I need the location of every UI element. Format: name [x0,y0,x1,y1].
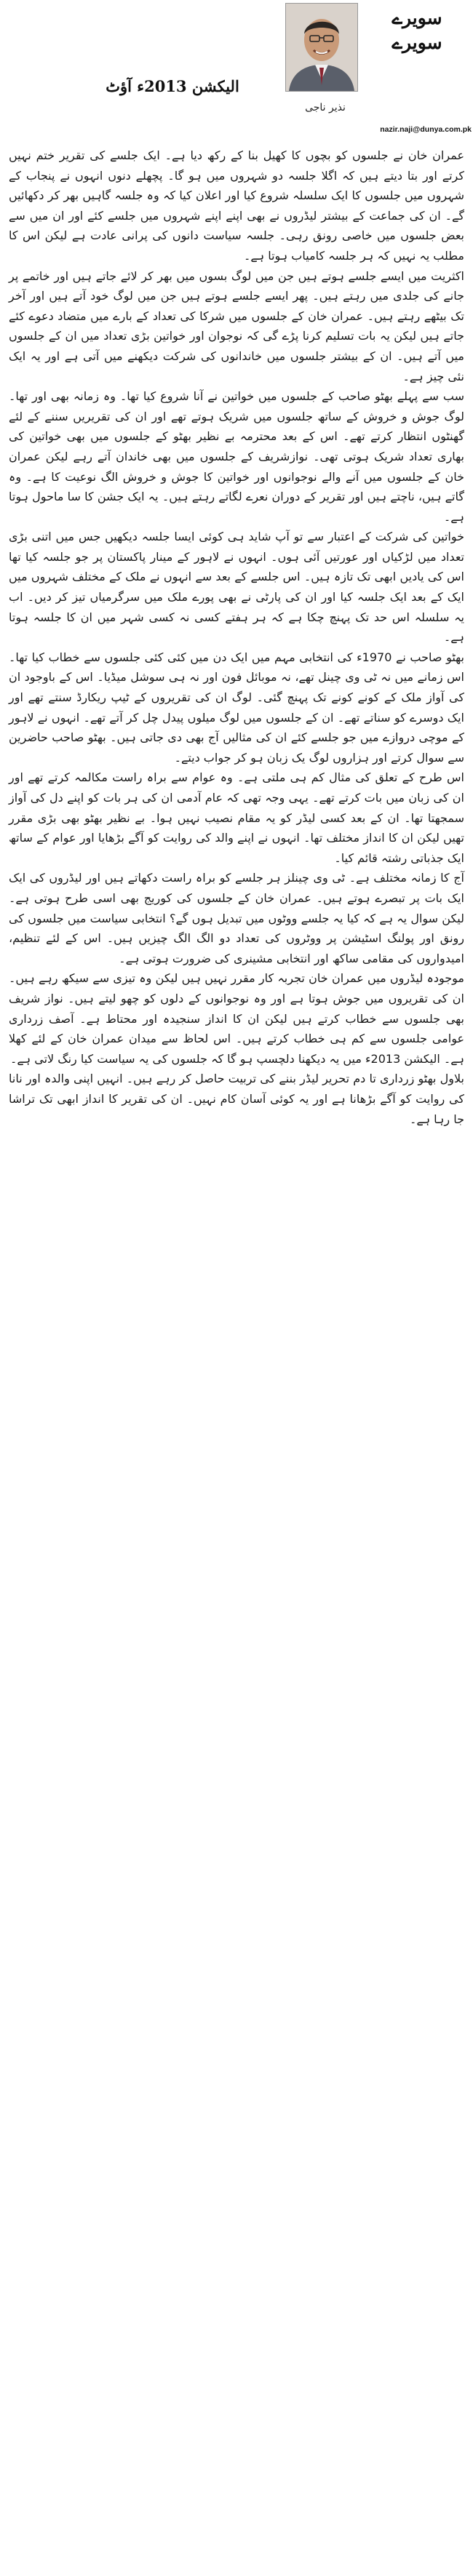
column-title-line1: سویرے [391,7,442,28]
column-title [364,6,470,55]
column-headline: الیکشن 2013ء آؤٹ [106,77,239,95]
article-paragraph: اکثریت میں ایسے جلسے ہوتے ہیں جن میں لوگ بسوں میں بھر کر لائے جاتے ہیں اور خاتمے پر جانے کی جلدی میں رہتے ہیں۔ پھر ایسے جلسے ہوتے ہیں جن میں لوگ خود آتے ہیں اور آخر تک بیٹھے رہتے ہیں۔ عمران خان کے جلسوں میں شرکا کی تعداد کے بارے میں متضاد دعوے کئے جاتے ہیں لیکن یہ بات تسلیم کرنا پڑے گی کہ نوجوان اور خواتین بڑی تعداد میں ان کے جلسوں میں آتے ہیں۔ ان کے بیشتر جلسوں میں خاندانوں کی شرکت دیکھنے میں آتی ہے اور یہ ایک نئی چیز ہے۔ [9,268,464,383]
author-email: nazir.naji@dunya.com.pk [380,125,472,134]
article-paragraph: بلاول بھٹو زرداری تا دم تحریر لیڈر بننے کی تربیت حاصل کر رہے ہیں۔ انہیں اپنی والدہ اور نانا کی روایت کو آگے بڑھانا ہے اور یہ کوئی آسان کام نہیں۔ ان کی تقریر کا انداز ابھی تک تراشا جا رہا ہے۔ [9,1072,464,1126]
article-body [9,145,464,1129]
article-paragraph: اس طرح کے تعلق کی مثال کم ہی ملتی ہے۔ وہ عوام سے براہ راست مکالمہ کرتے تھے اور ان کی زبان میں بات کرتے تھے۔ یہی وجہ تھی کہ عام آدمی ان کی ہر بات کو اپنے دل کی آواز سمجھتا تھا۔ ان کے بعد کسی لیڈر کو یہ مقام نصیب نہیں ہوا۔ بے نظیر بھٹو بھی بڑی مقرر تھیں لیکن ان کا انداز مختلف تھا۔ انہوں نے اپنے والد کی روایت کو آگے بڑھایا اور عوام کے ساتھ ایک جذباتی رشتہ قائم کیا۔ [9,770,464,865]
article-paragraph: موجودہ لیڈروں میں عمران خان تجربہ کار مقرر نہیں ہیں لیکن وہ تیزی سے سیکھ رہے ہیں۔ ان کی تقریروں میں جوش ہوتا ہے اور وہ نوجوانوں کے دلوں کو چھو لیتے ہیں۔ نواز شریف بھی جلسوں سے خطاب کرتے ہیں لیکن ان کا انداز سنجیدہ اور محتاط ہے۔ آصف زرداری عوامی جلسوں سے کم ہی خطاب کرتے ہیں۔ اس لحاظ سے میدان عمران خان کے لئے کھلا ہے۔ الیکشن 2013ء میں یہ دیکھنا دلچسپ ہو گا کہ جلسوں کی یہ سیاست کیا رنگ لاتی ہے۔ [9,971,464,1066]
author-portrait-icon [286,4,357,91]
author-photo [285,3,358,92]
article-paragraph: سب سے پہلے بھٹو صاحب کے جلسوں میں خواتین نے آنا شروع کیا تھا۔ وہ زمانہ بھی اور تھا۔ لوگ جوش و خروش کے ساتھ جلسوں میں شریک ہوتے تھے اور ان کی تقریریں سننے کے لئے گھنٹوں انتظار کرتے تھے۔ اس کے بعد محترمہ بے نظیر بھٹو کے جلسوں میں بھی خواتین کی بھاری تعداد شریک ہوتی تھی۔ نوازشریف کے جلسوں میں بھی خاندان آتے رہے لیکن عمران خان کے جلسوں میں آنے والے نوجوانوں اور خواتین کا جوش و خروش الگ نوعیت کا ہے۔ وہ گاتے ہیں، ناچتے ہیں اور تقریر کے دوران نعرے لگاتے رہتے ہیں۔ یہ ایک جشن کا سا ماحول ہوتا ہے۔ [9,389,464,524]
article-paragraph: آج کا زمانہ مختلف ہے۔ ٹی وی چینلز ہر جلسے کو براہ راست دکھاتے ہیں اور لیڈروں کی ایک ایک بات پر تبصرے ہوتے ہیں۔ عمران خان کے جلسوں کی کوریج بھی اسی طرح ہوتی ہے۔ لیکن سوال یہ ہے کہ کیا یہ جلسے ووٹوں میں تبدیل ہوں گے؟ انتخابی سیاست میں جلسوں کی رونق اور پولنگ اسٹیشن پر ووٹروں کی تعداد دو الگ الگ چیزیں ہیں۔ اس کے لئے تنظیم، امیدواروں کی مقامی ساکھ اور انتخابی مشینری کی ضرورت ہوتی ہے۔ [9,871,464,965]
column-brand [364,6,470,55]
article-paragraph: خواتین کی شرکت کے اعتبار سے تو آپ شاید ہی کوئی ایسا جلسہ دیکھیں جس میں اتنی بڑی تعداد میں لڑکیاں اور عورتیں آئی ہوں۔ انہوں نے لاہور کے مینار پاکستان پر جو جلسہ کیا تھا اس کی یادیں ابھی تک تازہ ہیں۔ اس جلسے کے بعد سے انہوں نے ملک کے مختلف شہروں میں ایک کے بعد ایک جلسہ کیا اور ان کی پارٹی نے بھی پورے ملک میں سرگرمیاں تیز کر دیں۔ اب یہ سلسلہ اس حد تک پہنچ چکا ہے کہ ہر ہفتے کسی نہ کسی شہر میں ان کا جلسہ ہوتا ہے۔ [9,530,464,645]
column-title-line2: سویرے [391,32,442,53]
article-paragraph: بھٹو صاحب نے 1970ء کی انتخابی مہم میں ایک دن میں کئی کئی جلسوں سے خطاب کیا تھا۔ اس زمانے میں نہ ٹی وی چینل تھے، نہ موبائل فون اور نہ ہی سوشل میڈیا۔ اس کے باوجود ان کی آواز ملک کے کونے کونے تک پہنچ گئی۔ لوگ ان کی تقریروں کے ٹیپ ریکارڈ سنتے تھے اور ایک دوسرے کو سناتے تھے۔ ان کے جلسوں میں لوگ میلوں پیدل چل کر آتے تھے۔ انہوں نے لاہور کے موچی دروازے میں جو جلسے کئے ان کی مثالیں آج بھی دی جاتی ہیں۔ بھٹو صاحب حاضرین سے سوال کرتے اور ہزاروں لوگ یک زبان ہو کر جواب دیتے۔ [9,650,464,765]
column-header [0,0,473,143]
article-paragraph: عمران خان نے جلسوں کو بچوں کا کھیل بنا کے رکھ دیا ہے۔ ایک جلسے کی تقریر ختم نہیں کرتے اور بتا دیتے ہیں کہ اگلا جلسہ دو شہروں میں ہو گا۔ پچھلے دنوں انہوں نے پنجاب کے شہروں میں جلسوں کا ایک سلسلہ شروع کیا اور اعلان کیا کہ وہ جلسہ گاہیں بھر کر دکھائیں گے۔ ان کی جماعت کے بیشتر لیڈروں نے بھی اپنے اپنے شہروں میں جلسے کئے اور ان میں سے بعض جلسوں میں خاصی رونق رہی۔ جلسہ سیاست دانوں کی پرانی عادت ہے لیکن اس کا مطلب یہ نہیں کہ ہر جلسہ کامیاب ہوتا ہے۔ [9,148,464,263]
author-name: نذیر ناجی [305,102,346,113]
